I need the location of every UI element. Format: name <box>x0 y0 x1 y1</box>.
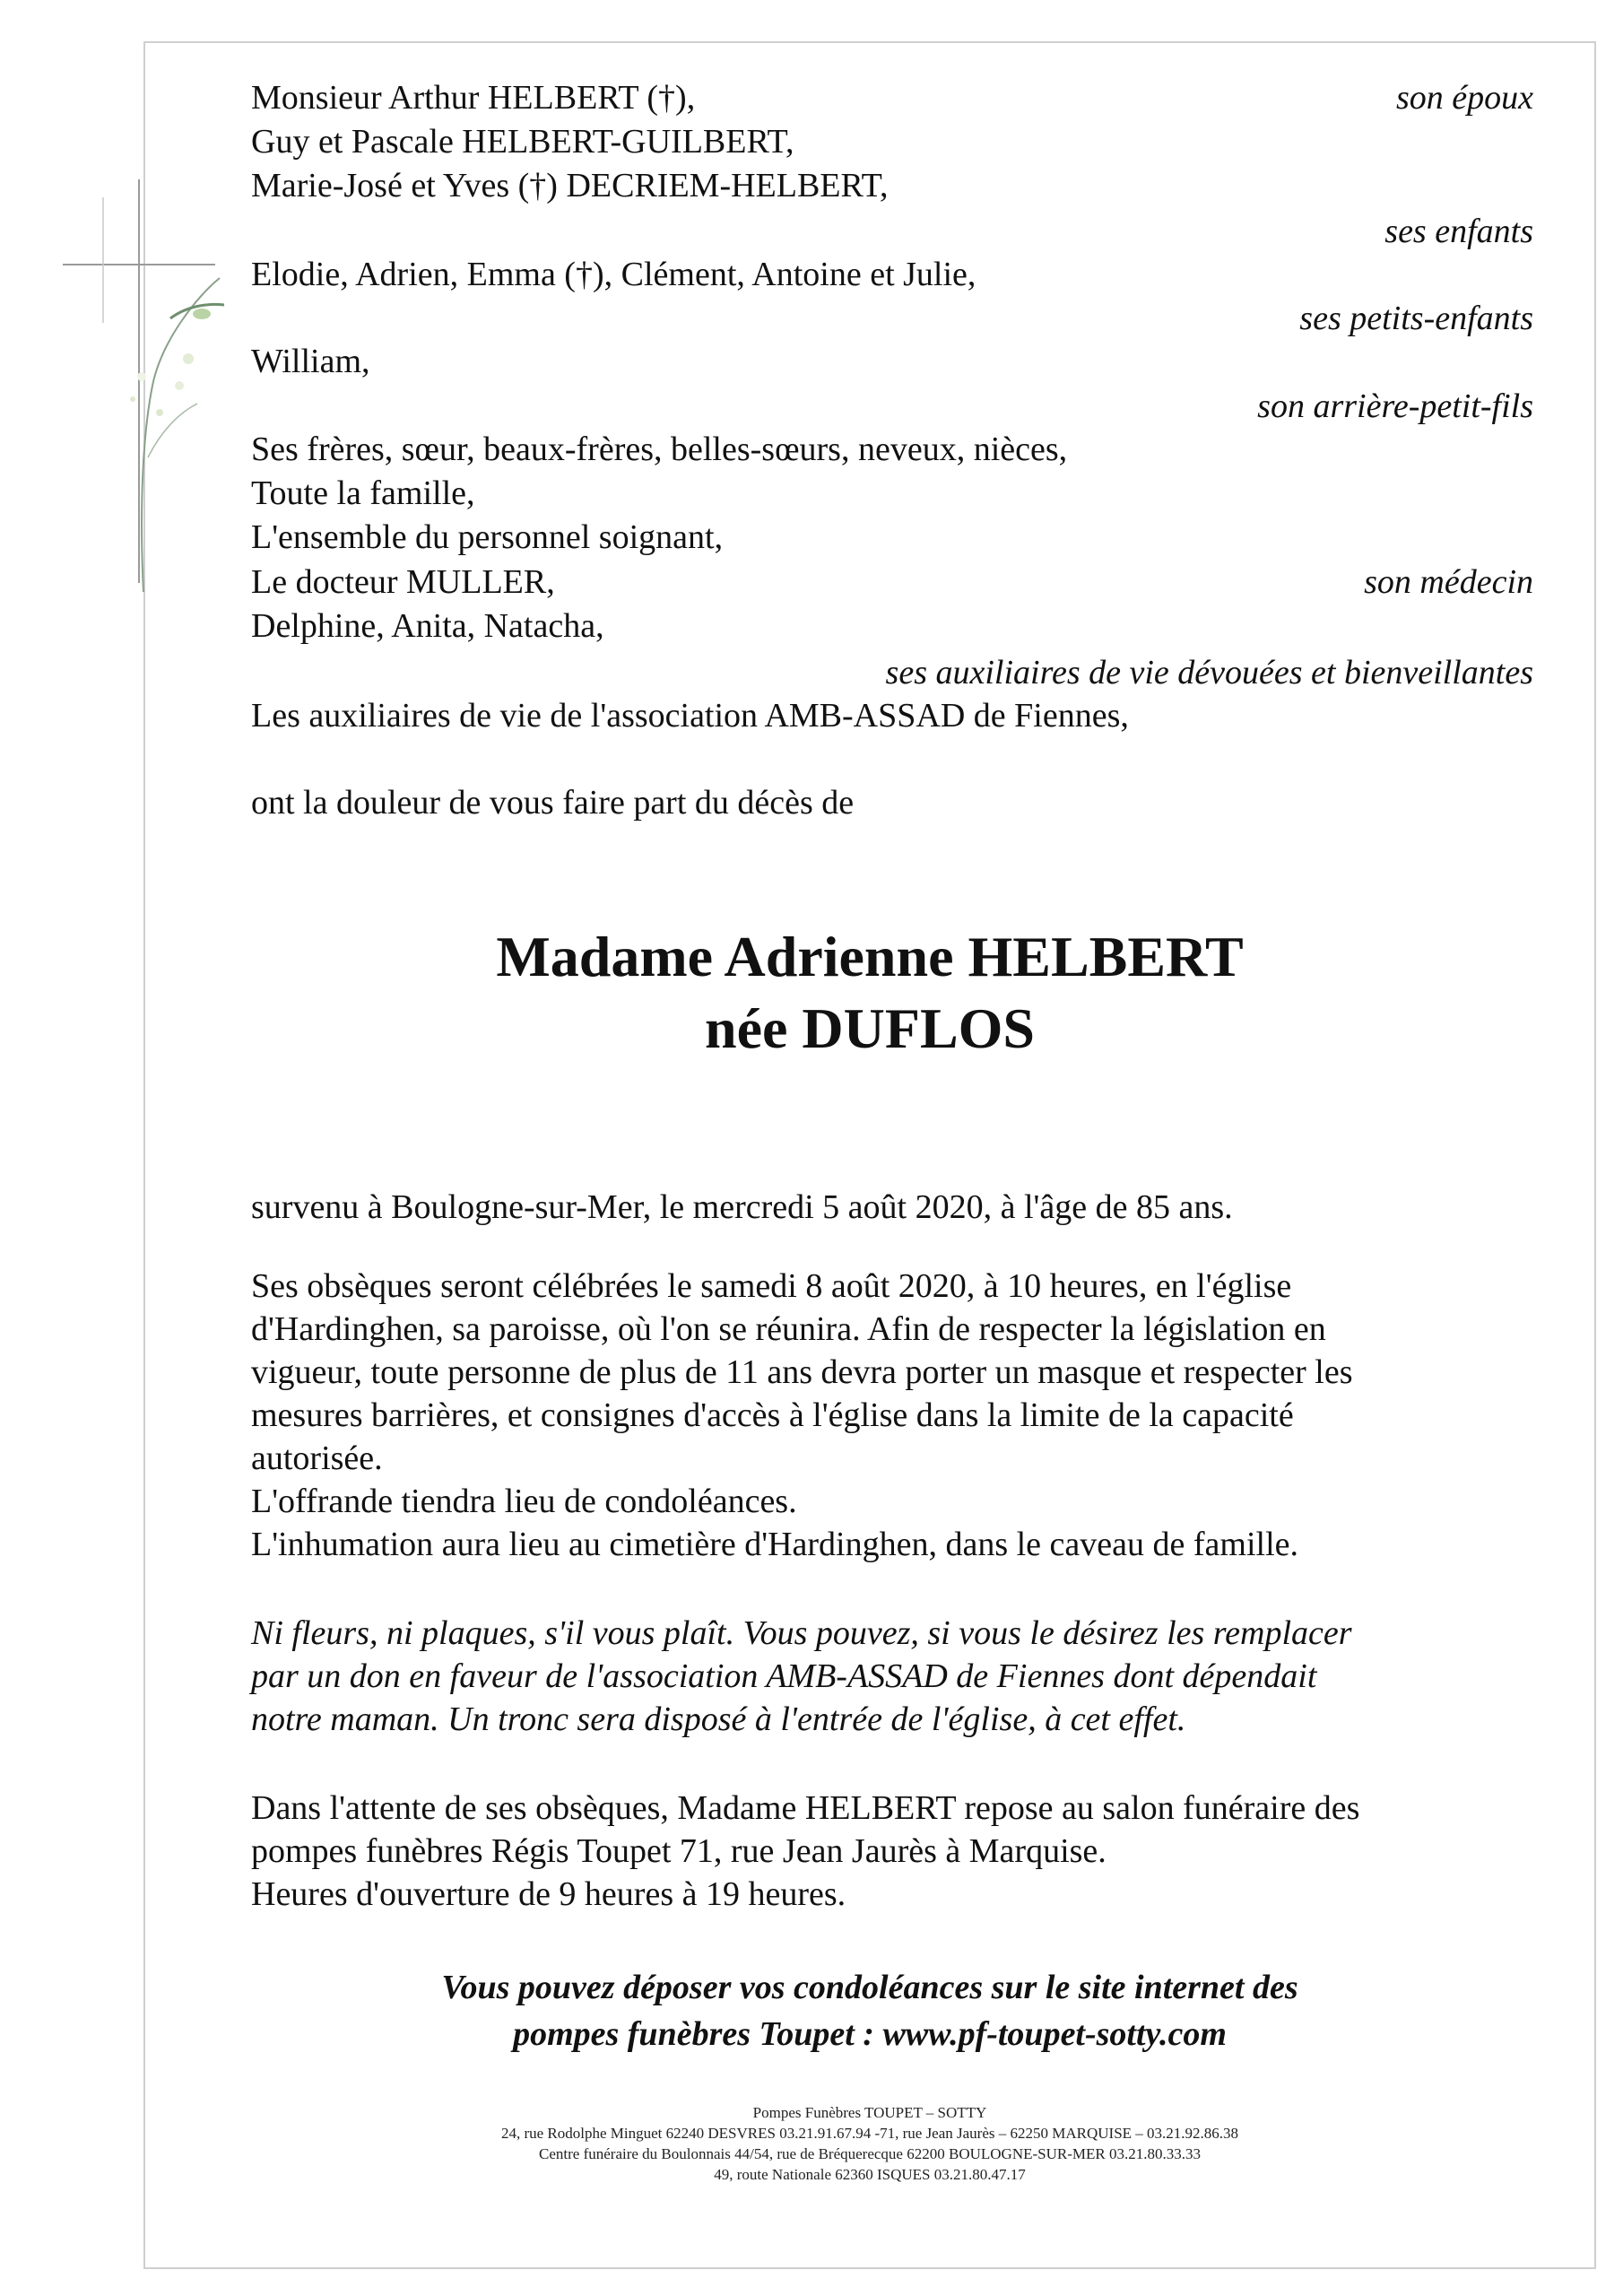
family-line-3: Marie-José et Yves (†) DECRIEM-HELBERT, <box>251 167 889 204</box>
role-aides: ses auxiliaires de vie dévouées et bienveillantes <box>885 654 1533 691</box>
condolences-line-1: Vous pouvez déposer vos condoléances sur le site internet des <box>441 1969 1298 2006</box>
role-spouse: son époux <box>1395 79 1533 117</box>
role-greatgrandchild: son arrière-petit-fils <box>1257 387 1533 425</box>
footer-address-2: Centre funéraire du Boulonnais 44/54, rue de Bréquerecque 62200 BOULOGNE-SUR-MER 03.21.80.33.33 <box>539 2145 1201 2162</box>
funeral-line: d'Hardinghen, sa paroisse, où l'on se réunira. Afin de respecter la législation en <box>251 1310 1326 1348</box>
flowers-line: notre maman. Un tronc sera disposé à l'entrée de l'église, à cet effet. <box>251 1700 1186 1738</box>
funeral-line: L'inhumation aura lieu au cimetière d'Hardinghen, dans le caveau de famille. <box>251 1526 1298 1563</box>
role-grandchildren: ses petits-enfants <box>1299 300 1533 337</box>
role-children: ses enfants <box>1384 213 1533 250</box>
deceased-name: Madame Adrienne HELBERT <box>496 925 1244 988</box>
flowers-line: Ni fleurs, ni plaques, s'il vous plaît. Vous pouvez, si vous le désirez les remplacer <box>251 1614 1352 1652</box>
flowers-paragraph <box>251 1612 1533 1741</box>
viewing-paragraph <box>251 1787 1533 1916</box>
deceased-maiden-name: née DUFLOS <box>705 996 1035 1060</box>
funeral-paragraph <box>251 1265 1533 1566</box>
family-line-family: Toute la famille, <box>251 474 475 512</box>
footer-address-1: 24, rue Rodolphe Minguet 62240 DESVRES 03.21.91.67.94 -71, rue Jean Jaurès – 62250 MARQUISE – 03.21.92.86.38 <box>500 2125 1239 2142</box>
death-details: survenu à Boulogne-sur-Mer, le mercredi 5 août 2020, à l'âge de 85 ans. <box>251 1188 1233 1226</box>
family-line-2: Guy et Pascale HELBERT-GUILBERT, <box>251 123 794 161</box>
viewing-line: Heures d'ouverture de 9 heures à 19 heures. <box>251 1875 846 1913</box>
condolences-line-2: pompes funèbres Toupet : www.pf-toupet-sotty.com <box>513 2015 1227 2053</box>
footer-address-3: 49, route Nationale 62360 ISQUES 03.21.80.47.17 <box>714 2166 1026 2183</box>
footer-company: Pompes Funèbres TOUPET – SOTTY <box>752 2104 987 2121</box>
cross-flower-icon <box>54 161 224 592</box>
flowers-line: par un don en faveur de l'association AMB-ASSAD de Fiennes dont dépendait <box>251 1657 1317 1695</box>
family-line-staff: L'ensemble du personnel soignant, <box>251 518 724 556</box>
funeral-line: vigueur, toute personne de plus de 11 ans devra porter un masque et respecter les <box>251 1353 1353 1391</box>
announcement-text: ont la douleur de vous faire part du décès de <box>251 784 855 822</box>
family-line-aides: Delphine, Anita, Natacha, <box>251 607 604 645</box>
family-line-siblings: Ses frères, sœur, beaux-frères, belles-sœurs, neveux, nièces, <box>251 430 1068 468</box>
family-line-1: Monsieur Arthur HELBERT (†), <box>251 79 696 117</box>
family-line-grandchildren: Elodie, Adrien, Emma (†), Clément, Antoine et Julie, <box>251 256 976 293</box>
family-line-greatgrandchild: William, <box>251 343 370 380</box>
funeral-line: mesures barrières, et consignes d'accès à l'église dans la limite de la capacité <box>251 1396 1294 1434</box>
viewing-line: Dans l'attente de ses obsèques, Madame HELBERT repose au salon funéraire des <box>251 1789 1360 1827</box>
family-line-doctor: Le docteur MULLER, <box>251 563 555 601</box>
viewing-line: pompes funèbres Régis Toupet 71, rue Jean Jaurès à Marquise. <box>251 1832 1107 1870</box>
funeral-line: Ses obsèques seront célébrées le samedi 8 août 2020, à 10 heures, en l'église <box>251 1267 1292 1305</box>
family-line-association: Les auxiliaires de vie de l'association AMB-ASSAD de Fiennes, <box>251 697 1129 735</box>
funeral-line: autorisée. <box>251 1439 383 1477</box>
funeral-line: L'offrande tiendra lieu de condoléances. <box>251 1483 797 1520</box>
role-doctor: son médecin <box>1364 563 1533 601</box>
